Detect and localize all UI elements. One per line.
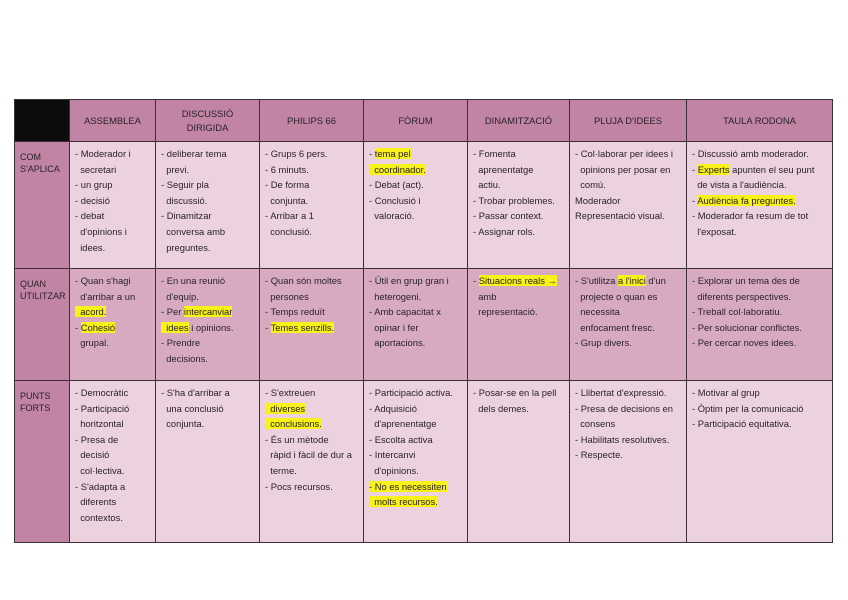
cell-line: - Debat (act).: [369, 179, 424, 191]
cell-line: [369, 494, 462, 510]
table-cell: [570, 269, 687, 381]
header-philips-66: [260, 100, 364, 142]
header-discussio-dirigida: [156, 100, 260, 142]
cell-line: - Participació activa.: [369, 387, 453, 398]
row-header: QUAN UTILITZAR: [15, 269, 70, 381]
cell-line: - Participació equitativa.: [692, 418, 792, 430]
cell-line: - Amb capacitat x: [369, 306, 441, 318]
cell-line: - Posar-se en la pell: [473, 387, 557, 398]
cell-line: opinar i fer: [369, 321, 419, 333]
cell-line: - Cohesió: [75, 321, 116, 333]
cell-line: - Intercanvi: [369, 449, 416, 461]
cell-line: - Per solucionar conflictes.: [692, 321, 802, 333]
cell-line: - Habilitats resolutives.: [575, 433, 670, 445]
cell-line: diferents perspectives.: [692, 290, 792, 302]
highlighted-text: Experts: [697, 163, 730, 175]
table-row-com-saplica: [15, 142, 833, 269]
cell-line: - Moderador i: [75, 148, 131, 159]
cell-line: - Fomenta: [473, 148, 516, 159]
table-row-quan-utilitzar: [15, 269, 833, 381]
cell-line: representació.: [473, 306, 538, 318]
table-cell: [468, 142, 570, 269]
table-cell: [260, 381, 364, 543]
cell-line: - En una reunió: [161, 275, 226, 286]
cell-line: - Temes senzills.: [265, 321, 335, 333]
header-label: ASSEMBLEA: [84, 114, 141, 126]
table-cell: [468, 381, 570, 543]
cell-line: - Respecte.: [575, 449, 623, 461]
table-cell: [70, 142, 156, 269]
cell-line: - Passar context.: [473, 210, 544, 222]
cell-line: - Arribar a 1: [265, 210, 314, 222]
cell-line: - S'ha d'arribar a: [161, 387, 230, 398]
cell-line: col·lectiva.: [75, 464, 125, 476]
cell-line: amb: [473, 290, 497, 302]
cell-line: conjunta.: [265, 194, 309, 206]
cell-line: grupal.: [75, 337, 109, 349]
corner-cell: [15, 100, 70, 142]
cell-line: - Treball col·laboratiu.: [692, 306, 783, 318]
header-label: DINAMITZACIÓ: [484, 114, 553, 126]
cell-line: d'opinions.: [369, 464, 419, 476]
cell-line: - Útil en grup gran i: [369, 275, 449, 286]
cell-line: - Discussió amb moderador.: [692, 148, 809, 159]
cell-line: idees.: [75, 241, 106, 253]
header-label: PLUJA D'IDEES: [594, 114, 662, 126]
header-row: [15, 100, 833, 142]
cell-line: heterogeni.: [369, 290, 422, 302]
cell-line: d'opinions i: [75, 225, 127, 237]
cell-line: - Òptim per la comunicació: [692, 402, 804, 414]
comparison-table: [14, 99, 833, 543]
cell-line: - De forma: [265, 179, 310, 191]
table-cell: [570, 381, 687, 543]
cell-line: decisions.: [161, 352, 208, 364]
cell-line: necessita: [575, 306, 620, 318]
cell-line: valoració.: [369, 210, 415, 222]
cell-line: Representació visual.: [575, 210, 665, 222]
highlighted-text: a l'inici: [617, 275, 646, 286]
cell-line: - debat: [75, 210, 105, 222]
cell-line: - 6 minuts.: [265, 163, 309, 175]
cell-line: - decisió: [75, 194, 110, 206]
cell-line: projecte o quan es: [575, 290, 658, 302]
highlighted-text: idees: [161, 321, 189, 333]
cell-line: [75, 304, 150, 320]
highlighted-text: intercanviar: [183, 306, 233, 318]
cell-line: - Democràtic: [75, 387, 129, 398]
cell-line: - deliberar tema: [161, 148, 227, 159]
cell-line: - Motivar al grup: [692, 387, 760, 398]
cell-line: - S'utilitza a l'inici d'un: [575, 275, 666, 286]
cell-line: actiu.: [473, 179, 501, 191]
cell-line: comú.: [575, 179, 606, 191]
cell-line: d'equip.: [161, 290, 199, 302]
cell-line: d'aprenentatge: [369, 418, 437, 430]
cell-line: secretari: [75, 163, 117, 175]
highlighted-text: coordinador.: [369, 163, 426, 175]
table-cell: [70, 381, 156, 543]
cell-line: conclusió.: [265, 225, 312, 237]
header-assemblea: [70, 100, 156, 142]
cell-line: conjunta.: [161, 418, 205, 430]
cell-line: preguntes.: [161, 241, 211, 253]
cell-line: previ.: [161, 163, 190, 175]
cell-line: - Per intercanviar: [161, 306, 233, 318]
table-cell: [364, 381, 468, 543]
cell-line: contextos.: [75, 511, 123, 523]
cell-line: dels demes.: [473, 402, 529, 414]
cell-line: consens: [575, 418, 616, 430]
cell-line: - Presa de: [75, 433, 119, 445]
highlighted-text: diverses: [265, 402, 306, 414]
cell-line: persones: [265, 290, 309, 302]
cell-line: decisió: [75, 449, 110, 461]
row-header: COM S'APLICA: [15, 142, 70, 269]
cell-line: - Assignar rols.: [473, 225, 535, 237]
cell-line: - És un mètode: [265, 433, 329, 445]
header-taula-rodona: [687, 100, 833, 142]
cell-line: d'arribar a un: [75, 290, 136, 302]
highlighted-text: tema pel: [374, 148, 411, 159]
cell-line: - Audiència fa preguntes.: [692, 194, 796, 206]
highlighted-text: acord.: [75, 306, 107, 318]
table-cell: [687, 381, 833, 543]
cell-line: - Dinamitzar: [161, 210, 212, 222]
cell-line: - Seguir pla: [161, 179, 209, 191]
table-cell: [260, 142, 364, 269]
cell-line: - Participació: [75, 402, 130, 414]
cell-line: - S'extreuen: [265, 387, 316, 398]
row-header: PUNTS FORTS: [15, 381, 70, 543]
cell-line: - Trobar problemes.: [473, 194, 555, 206]
cell-line: - Explorar un tema des de: [692, 275, 800, 286]
cell-line: [369, 162, 462, 178]
table-row-punts-forts: [15, 381, 833, 543]
cell-line: - Presa de decisions en: [575, 402, 673, 414]
cell-line: - Escolta activa: [369, 433, 433, 445]
cell-line: - Situacions reals →: [473, 275, 557, 286]
cell-line: - Grups 6 pers.: [265, 148, 328, 159]
header-pluja-idees: [570, 100, 687, 142]
header-dinamitzacio: [468, 100, 570, 142]
cell-line: horitzontal: [75, 418, 124, 430]
table-cell: [156, 142, 260, 269]
header-label: PHILIPS 66: [287, 114, 336, 126]
cell-line: - Grup divers.: [575, 337, 632, 349]
table-cell: [468, 269, 570, 381]
cell-line: [265, 401, 358, 417]
cell-line: - Col·laborar per idees i: [575, 148, 673, 159]
highlighted-text: Audiència fa preguntes.: [697, 194, 796, 206]
cell-line: - Per cercar noves idees.: [692, 337, 797, 349]
highlighted-text: Temes senzills.: [270, 321, 335, 333]
table-cell: [687, 269, 833, 381]
cell-line: diferents: [75, 496, 117, 508]
cell-line: - Conclusió i: [369, 194, 421, 206]
cell-line: - un grup: [75, 179, 113, 191]
cell-line: - S'adapta a: [75, 480, 126, 492]
highlighted-text: conclusions.: [265, 418, 322, 430]
cell-line: - Pocs recursos.: [265, 480, 333, 492]
cell-line: de vista a l'audiència.: [692, 179, 787, 191]
cell-line: aprenentatge: [473, 163, 534, 175]
cell-line: - Prendre: [161, 337, 201, 349]
cell-line: Moderador: [575, 194, 621, 206]
table-cell: [156, 381, 260, 543]
table-cell: [70, 269, 156, 381]
cell-line: enfocament fresc.: [575, 321, 655, 333]
cell-line: opinions per posar en: [575, 163, 671, 175]
header-forum: [364, 100, 468, 142]
cell-line: - Moderador fa resum de tot: [692, 210, 809, 222]
cell-line: - Quan s'hagi: [75, 275, 131, 286]
cell-line: una conclusió: [161, 402, 224, 414]
cell-line: conversa amb: [161, 225, 226, 237]
table-cell: [687, 142, 833, 269]
highlighted-text: Cohesió: [80, 321, 116, 333]
cell-line: [265, 416, 358, 432]
header-label: FÒRUM: [398, 114, 433, 126]
table-cell: [364, 269, 468, 381]
cell-line: - Quan són moltes: [265, 275, 342, 286]
table-cell: [260, 269, 364, 381]
table-cell: [570, 142, 687, 269]
cell-line: - Temps reduït: [265, 306, 325, 318]
highlighted-text: Situacions reals →: [478, 275, 557, 286]
cell-line: - Experts apunten el seu punt: [692, 163, 815, 175]
highlighted-text: molts recursos.: [369, 496, 438, 508]
table-cell: [156, 269, 260, 381]
cell-line: ràpid i fàcil de dur a: [265, 449, 353, 461]
cell-line: - Llibertat d'expressió.: [575, 387, 667, 398]
cell-line: aportacions.: [369, 337, 426, 349]
cell-line: idees i opinions.: [161, 321, 234, 333]
highlighted-text: - No es necessiten: [369, 480, 447, 492]
cell-line: l'exposat.: [692, 225, 737, 237]
table-cell: [364, 142, 468, 269]
cell-line: discussió.: [161, 194, 208, 206]
cell-line: - tema pel: [369, 148, 411, 159]
cell-line: - Adquisició: [369, 402, 417, 414]
header-label: DISCUSSIÓ DIRIGIDA: [181, 107, 234, 133]
cell-line: terme.: [265, 464, 297, 476]
header-label: TAULA RODONA: [723, 114, 796, 126]
cell-line: [369, 479, 462, 495]
